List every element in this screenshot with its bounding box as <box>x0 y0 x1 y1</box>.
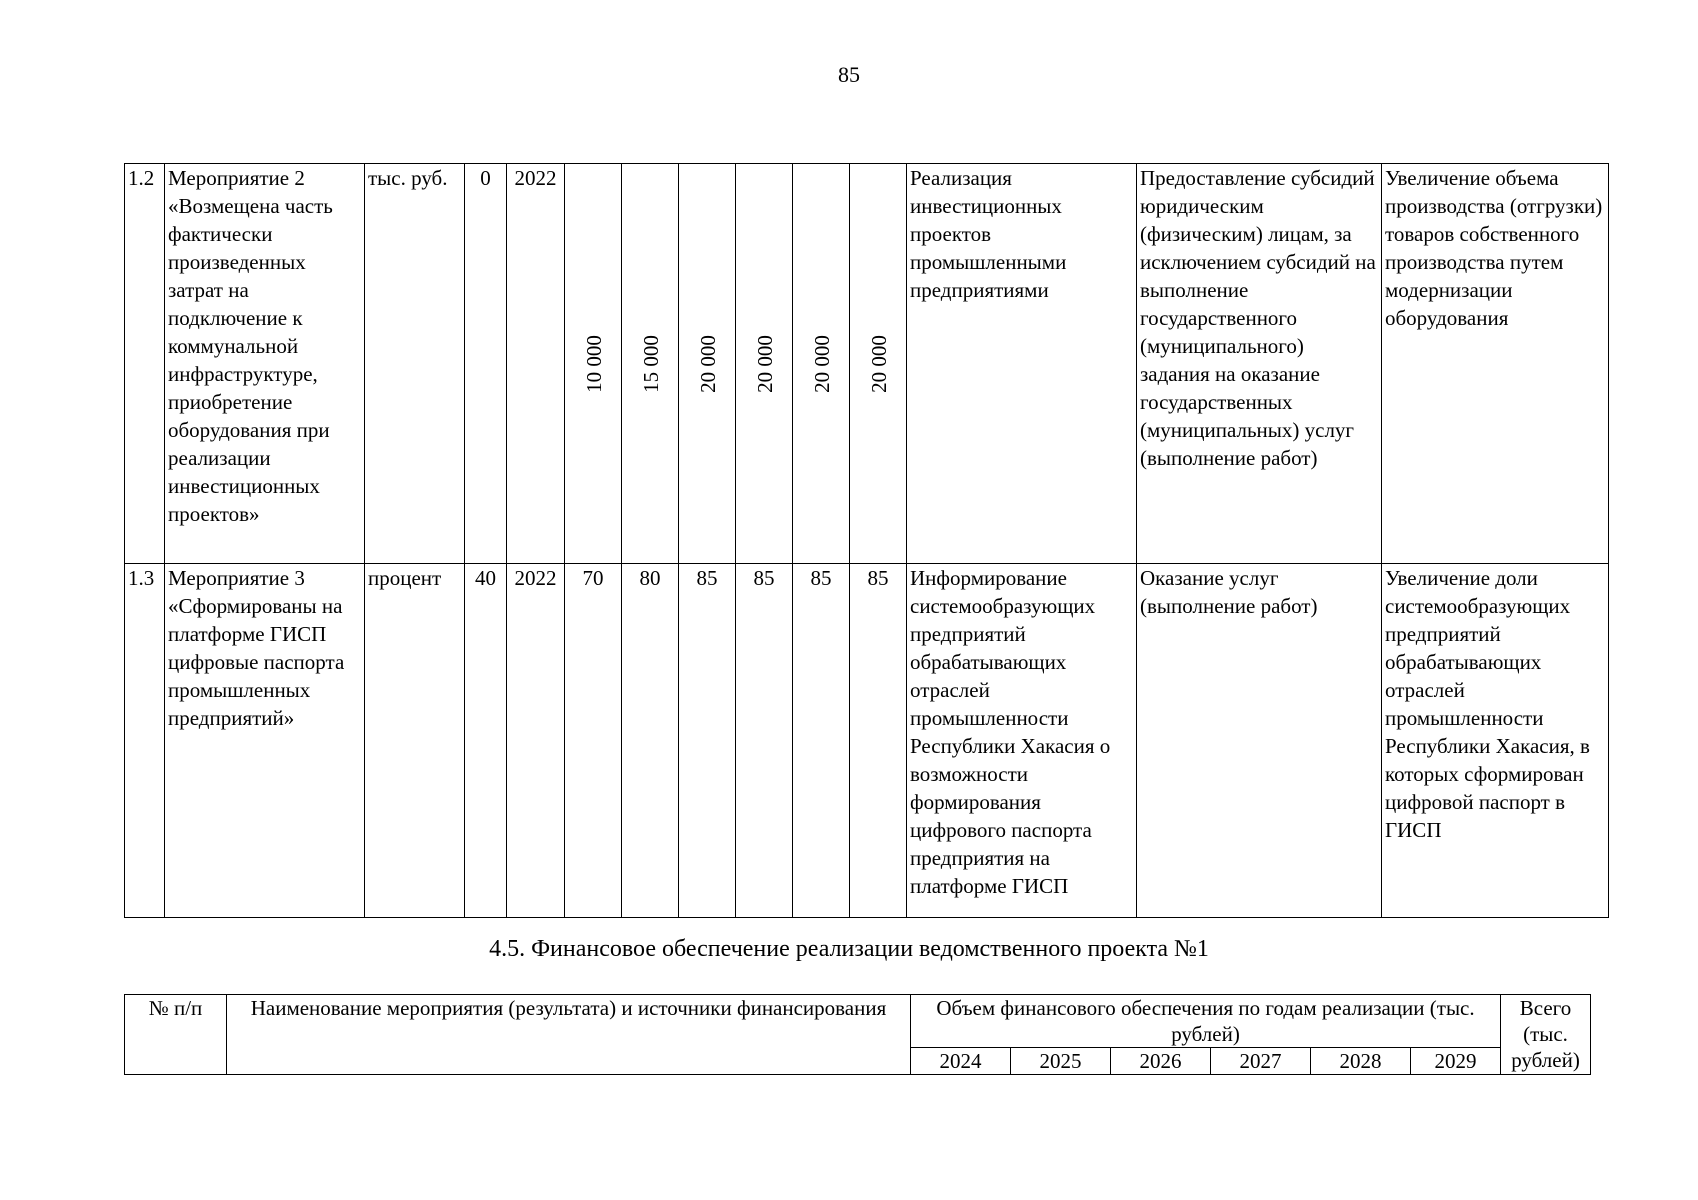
indicators-table <box>124 163 1609 918</box>
measure-characteristic: Предоставление субсидий юридическим (физическим) лицам, за исключением субсидий на выполнение государственного (муниципального) задания на оказание государственных (муниципальных) услуг (выполнение работ) <box>1137 164 1382 564</box>
unit: процент <box>365 564 465 918</box>
section-title: 4.5. Финансовое обеспечение реализации ведомственного проекта №1 <box>489 936 1209 962</box>
base-year: 2022 <box>507 164 565 564</box>
value-2027: 85 <box>736 564 793 918</box>
page-number: 85 <box>838 62 860 87</box>
base-value: 40 <box>465 564 507 918</box>
measure-effect: Увеличение объема производства (отгрузки) товаров собственного производства путем модернизации оборудования <box>1382 164 1609 564</box>
base-year: 2022 <box>507 564 565 918</box>
measure-name: Мероприятие 3 «Сформированы на платформе ГИСП цифровые паспорта промышленных предприятий» <box>165 564 365 918</box>
value-text: 15 000 <box>638 334 663 393</box>
value-text: 20 000 <box>695 334 720 393</box>
value-2025: 80 <box>622 564 679 918</box>
year-2024: 2024 <box>911 1048 1011 1075</box>
col-name-header: Наименование мероприятия (результата) и источники финансирования <box>227 995 911 1075</box>
value-2028: 85 <box>793 564 850 918</box>
col-volume-header: Объем финансового обеспечения по годам реализации (тыс. рублей) <box>911 995 1501 1048</box>
value-text: 20 000 <box>866 334 891 393</box>
value-2027 <box>736 164 793 564</box>
measure-type: Реализация инвестиционных проектов промышленными предприятиями <box>907 164 1137 564</box>
unit: тыс. руб. <box>365 164 465 564</box>
table-row <box>125 164 1609 564</box>
year-2025: 2025 <box>1011 1048 1111 1075</box>
year-2026: 2026 <box>1111 1048 1211 1075</box>
measure-type: Информирование системообразующих предприятий обрабатывающих отраслей промышленности Республики Хакасия о возможности формирования цифрового паспорта предприятия на платформе ГИСП <box>907 564 1137 918</box>
value-text: 10 000 <box>581 334 606 393</box>
value-text: 20 000 <box>809 334 834 393</box>
value-2024: 70 <box>565 564 622 918</box>
table-header-row <box>125 995 1591 1048</box>
value-2029 <box>850 164 907 564</box>
value-2026 <box>679 164 736 564</box>
col-number-header: № п/п <box>125 995 227 1075</box>
measure-name: Мероприятие 2 «Возмещена часть фактически произведенных затрат на подключение к коммунальной инфраструктуре, приобретение оборудования при реализации инвестиционных проектов» <box>165 164 365 564</box>
value-2028 <box>793 164 850 564</box>
col-total-header: Всего (тыс. рублей) <box>1501 995 1591 1075</box>
year-2029: 2029 <box>1411 1048 1501 1075</box>
value-2026: 85 <box>679 564 736 918</box>
year-2028: 2028 <box>1311 1048 1411 1075</box>
row-number: 1.3 <box>125 564 165 918</box>
base-value: 0 <box>465 164 507 564</box>
measure-effect: Увеличение доли системообразующих предприятий обрабатывающих отраслей промышленности Республики Хакасия, в которых сформирован цифровой паспорт в ГИСП <box>1382 564 1609 918</box>
value-text: 20 000 <box>752 334 777 393</box>
row-number: 1.2 <box>125 164 165 564</box>
finance-table <box>124 994 1591 1075</box>
table-row <box>125 564 1609 918</box>
value-2025 <box>622 164 679 564</box>
year-2027: 2027 <box>1211 1048 1311 1075</box>
value-2024 <box>565 164 622 564</box>
value-2029: 85 <box>850 564 907 918</box>
measure-characteristic: Оказание услуг (выполнение работ) <box>1137 564 1382 918</box>
